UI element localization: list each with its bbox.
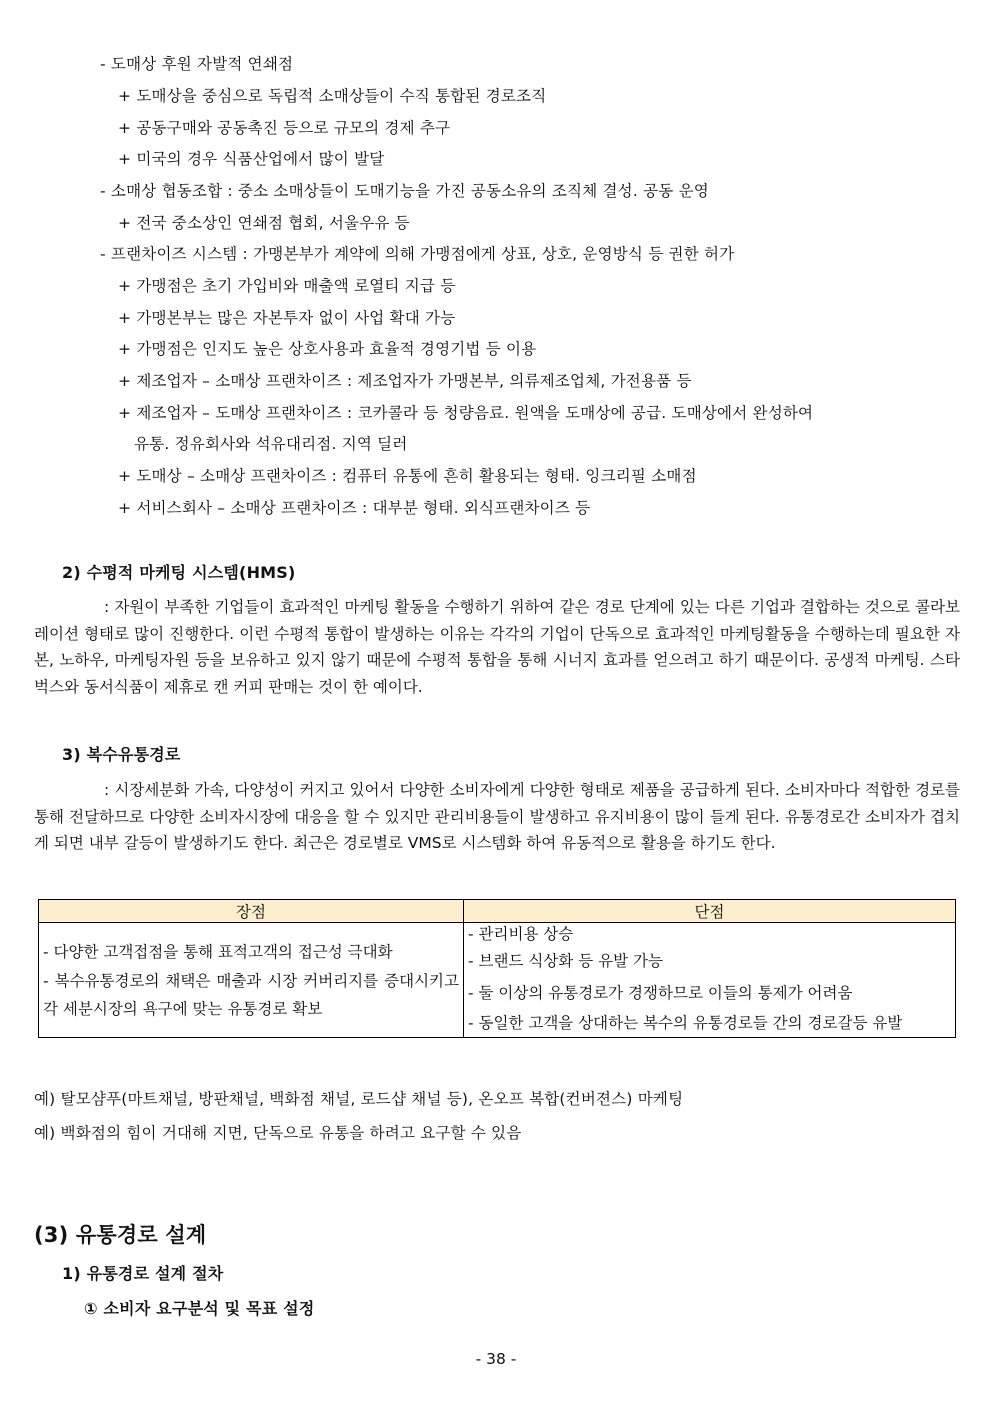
list-line: - 도매상 후원 자발적 연쇄점 bbox=[100, 55, 294, 73]
section-heading-channel-design: (3) 유통경로 설계 bbox=[34, 1223, 207, 1247]
cons-item: - 동일한 고객을 상대하는 복수의 유통경로들 간의 경로갈등 유발 bbox=[468, 1014, 903, 1032]
pros-item: - 복수유통경로의 채택은 매출과 시장 커버리지를 증대시키고 각 세분시장의 욕구에 맞는 유통경로 확보 bbox=[43, 972, 459, 1018]
list-line: + 서비스회사 – 소매상 프랜차이즈 : 대부분 형태. 외식프랜차이즈 등 bbox=[118, 499, 591, 517]
list-line: + 가맹점은 인지도 높은 상호사용과 효율적 경영기법 등 이용 bbox=[118, 340, 537, 358]
list-line: + 제조업자 – 소매상 프랜차이즈 : 제조업자가 가맹본부, 의류제조업체, 가전용품 등 bbox=[118, 372, 692, 390]
example-line: 예) 백화점의 힘이 거대해 지면, 단독으로 유통을 하려고 요구할 수 있음 bbox=[34, 1124, 522, 1142]
cons-item: - 관리비용 상승 bbox=[468, 925, 574, 943]
pros-cell bbox=[39, 923, 464, 1038]
table-header-pros: 장점 bbox=[39, 900, 464, 923]
pros-cons-table bbox=[38, 899, 956, 1038]
subheading-design-procedure: 1) 유통경로 설계 절차 bbox=[62, 1264, 224, 1283]
cons-item: - 브랜드 식상화 등 유발 가능 bbox=[468, 952, 663, 970]
section-heading-hms: 2) 수평적 마케팅 시스템(HMS) bbox=[62, 563, 296, 582]
list-line: + 가맹점은 초기 가입비와 매출액 로열티 지급 등 bbox=[118, 277, 456, 295]
list-line: + 미국의 경우 식품산업에서 많이 발달 bbox=[118, 150, 385, 168]
list-line: + 전국 중소상인 연쇄점 협회, 서울우유 등 bbox=[118, 214, 410, 232]
list-line: + 공동구매와 공동촉진 등으로 규모의 경제 추구 bbox=[118, 119, 451, 137]
list-line: 유통. 정유회사와 석유대리점. 지역 딜러 bbox=[134, 435, 408, 453]
section-heading-multichannel: 3) 복수유통경로 bbox=[62, 745, 181, 764]
step-item: ① 소비자 요구분석 및 목표 설정 bbox=[84, 1299, 315, 1318]
list-line: + 제조업자 – 도매상 프랜차이즈 : 코카콜라 등 청량음료. 원액을 도매상에 공급. 도매상에서 완성하여 bbox=[118, 404, 814, 422]
cons-item: - 둘 이상의 유통경로가 경쟁하므로 이들의 통제가 어려움 bbox=[468, 984, 853, 1002]
table-header-cons: 단점 bbox=[464, 900, 956, 923]
list-line: + 가맹본부는 많은 자본투자 없이 사업 확대 가능 bbox=[118, 309, 456, 327]
example-line: 예) 탈모샴푸(마트채널, 방판채널, 백화점 채널, 로드샵 채널 등), 온오프 복합(컨버젼스) 마케팅 bbox=[34, 1090, 684, 1108]
hms-paragraph: : 자원이 부족한 기업들이 효과적인 마케팅 활동을 수행하기 위하여 같은 경로 단계에 있는 다른 기업과 결합하는 것으로 콜라보레이션 형태로 많이 진행한다. 이런 수평적 통합이 발생하는 이유는 각각의 기업이 단독으로 효과적인 마케팅활동을 수행하는데 필요한 자본, 노하우, 마케팅자원 등을 보유하고 있지 않기 때문에 수평적 통합을 통해 시너지 효과를 얻으려고 하기 때문이다. 공생적 마케팅. 스타벅스와 동서식품이 제휴로 캔 커피 판매는 것이 한 예이다. bbox=[34, 598, 960, 696]
list-line: - 소매상 협동조합 : 중소 소매상들이 도매기능을 가진 공동소유의 조직체 결성. 공동 운영 bbox=[100, 182, 709, 200]
cons-cell bbox=[464, 923, 956, 1038]
list-line: + 도매상 – 소매상 프랜차이즈 : 컴퓨터 유통에 흔히 활용되는 형태. 잉크리필 소매점 bbox=[118, 467, 697, 485]
list-line: - 프랜차이즈 시스템 : 가맹본부가 계약에 의해 가맹점에게 상표, 상호, 운영방식 등 권한 허가 bbox=[100, 245, 735, 263]
list-line: + 도매상을 중심으로 독립적 소매상들이 수직 통합된 경로조직 bbox=[118, 87, 547, 105]
page-number: - 38 - bbox=[475, 1350, 517, 1368]
multichannel-paragraph: : 시장세분화 가속, 다양성이 커지고 있어서 다양한 소비자에게 다양한 형태로 제품을 공급하게 된다. 소비자마다 적합한 경로를 통해 전달하므로 다양한 소비자시장에 대응을 할 수 있지만 관리비용들이 발생하고 유지비용이 많이 들게 된다. 유통경로간 소비자가 겹치게 되면 내부 갈등이 발생하기도 한다. 최근은 경로별로 VMS로 시스템화 하여 유동적으로 활용을 하기도 한다. bbox=[34, 781, 960, 852]
pros-item: - 다양한 고객접점을 통해 표적고객의 접근성 극대화 bbox=[43, 943, 393, 961]
